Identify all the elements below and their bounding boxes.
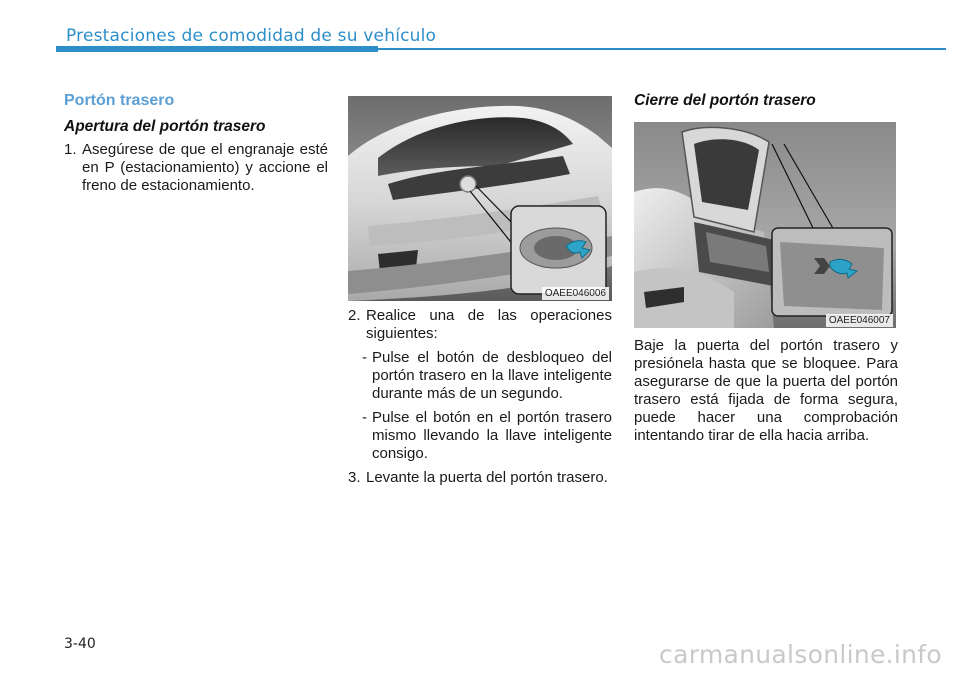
column-right: [634, 92, 898, 115]
page-number: 3-40: [64, 636, 96, 652]
bullet-dash: -: [362, 349, 367, 366]
step-text: Levante la puerta del portón trasero.: [366, 469, 608, 486]
column-middle: [348, 307, 612, 493]
option-text: Pulse el botón en el portón trasero mismo llevando la llave inteligente consigo.: [372, 409, 612, 462]
subsection-title-closing: Cierre del portón trasero: [634, 92, 816, 109]
figure-caption: OAEE046006: [542, 287, 609, 300]
step-3: [348, 469, 612, 487]
option-1: [348, 349, 612, 403]
figure-tailgate-button: [348, 96, 612, 301]
figure-tailgate-closing: [634, 122, 896, 328]
step-1: [64, 141, 328, 195]
header-section-title: Prestaciones de comodidad de su vehículo: [66, 26, 437, 46]
closing-instructions: Baje la puerta del portón trasero y presiónela hasta que se bloquee. Para asegurarse de que la puerta del portón trasero está fijada de forma segura, puede hacer una comprobación intentando tirar de ella hacia arriba.: [634, 337, 898, 444]
step-number: 1.: [64, 141, 77, 158]
bullet-dash: -: [362, 409, 367, 426]
section-title: Portón trasero: [64, 92, 175, 109]
column-right-text: [634, 337, 898, 445]
step-number: 3.: [348, 469, 361, 486]
step-text: Realice una de las operaciones siguientes:: [366, 307, 612, 342]
subsection-title-opening: Apertura del portón trasero: [64, 118, 266, 135]
figure-caption: OAEE046007: [826, 314, 893, 327]
car-open-tailgate-illustration: [634, 122, 896, 328]
header-accent-bar: [56, 46, 378, 52]
watermark: carmanualsonline.info: [659, 640, 942, 669]
step-2: [348, 307, 612, 343]
step-text: Asegúrese de que el engranaje esté en P (estacionamiento) y accione el freno de estacionamiento.: [82, 141, 328, 194]
option-2: [348, 409, 612, 463]
column-left: [64, 92, 328, 201]
car-rear-illustration: [348, 96, 612, 301]
option-text: Pulse el botón de desbloqueo del portón trasero en la llave inteligente durante más de un segundo.: [372, 349, 612, 402]
step-number: 2.: [348, 307, 361, 324]
header-rule: [378, 48, 946, 50]
